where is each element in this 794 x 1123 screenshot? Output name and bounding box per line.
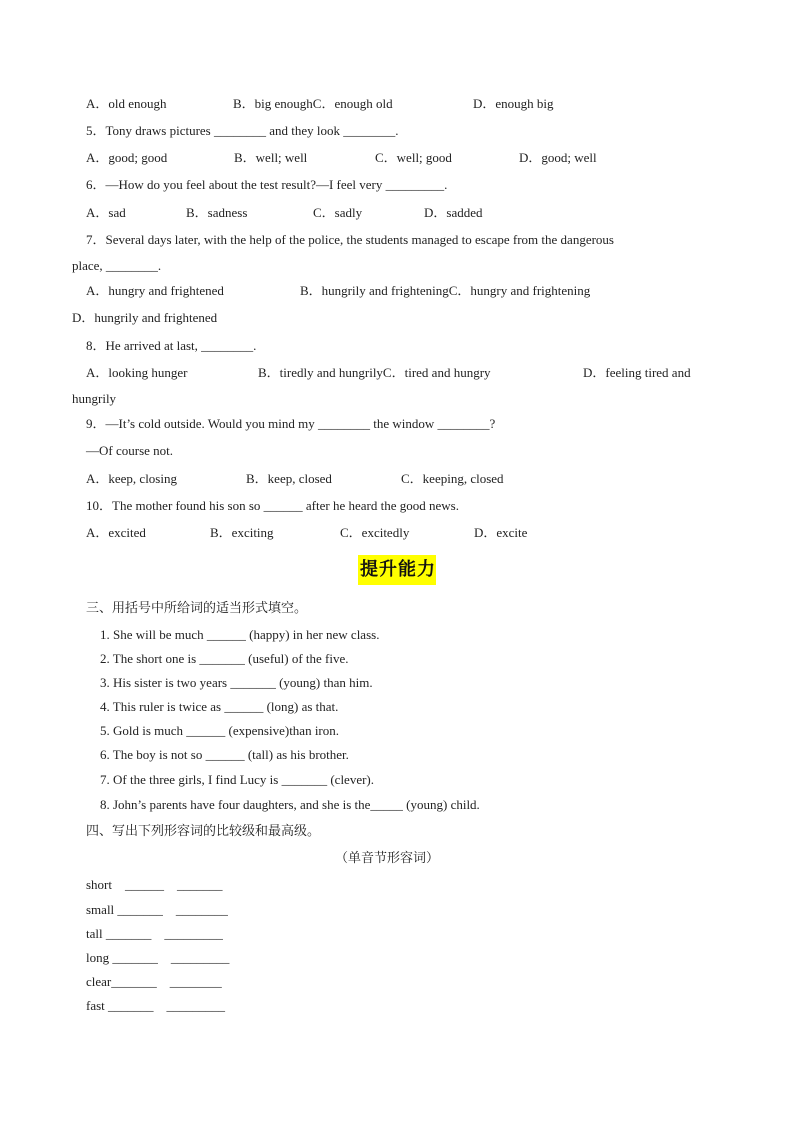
q5-stem: 5．Tony draws pictures ________ and they look ________. xyxy=(86,123,399,138)
part3-item-7: 7. Of the three girls, I find Lucy is _______ (clever). xyxy=(100,772,375,787)
q10-option-c: C．excitedly xyxy=(340,525,410,540)
q7-stem-line2: place, ________. xyxy=(72,258,162,273)
q9-stem-line1: 9．—It’s cold outside. Would you mind my ________ the window ________? xyxy=(86,416,496,431)
q7-stem-line1: 7．Several days later, with the help of the police, the students managed to escape from the dangerous xyxy=(86,232,614,247)
part4-word-long: long _______ _________ xyxy=(86,950,230,965)
part3-item-8: 8. John’s parents have four daughters, and she is the_____ (young) child. xyxy=(100,797,480,812)
q8-option-a: A．looking hunger xyxy=(86,365,188,380)
part4-subtitle: （单音节形容词） xyxy=(335,851,440,866)
q6-stem: 6．—How do you feel about the test result?—I feel very _________. xyxy=(86,177,448,192)
section-heading-box xyxy=(358,555,436,585)
q10-option-b: B．exciting xyxy=(210,525,274,540)
q4-option-a: A．old enough xyxy=(86,96,167,111)
q5-option-c: C．well; good xyxy=(375,150,452,165)
part3-item-3: 3. His sister is two years _______ (young) than him. xyxy=(100,675,373,690)
q10-option-d: D．excite xyxy=(474,525,528,540)
part3-title: 三、用括号中所给词的适当形式填空。 xyxy=(86,601,308,616)
q8-option-b: B．tiredly and hungrilyC．tired and hungry xyxy=(258,365,491,380)
part4-word-small: small _______ ________ xyxy=(86,902,228,917)
part3-item-6: 6. The boy is not so ______ (tall) as his brother. xyxy=(100,747,349,762)
q5-option-a: A．good; good xyxy=(86,150,168,165)
q8-option-d-cont: hungrily xyxy=(72,391,117,406)
q6-option-c: C．sadly xyxy=(313,205,363,220)
part4-word-clear: clear_______ ________ xyxy=(86,974,222,989)
q4-option-b: B．big enoughC．enough old xyxy=(233,96,393,111)
q8-option-d: D．feeling tired and xyxy=(583,365,691,380)
part3-item-2: 2. The short one is _______ (useful) of the five. xyxy=(100,651,349,666)
q5-option-b: B．well; well xyxy=(234,150,308,165)
q6-option-a: A．sad xyxy=(86,205,126,220)
q8-stem: 8．He arrived at last, ________. xyxy=(86,338,257,353)
q4-option-d: D．enough big xyxy=(473,96,554,111)
q9-option-c: C．keeping, closed xyxy=(401,471,504,486)
q7-option-a: A．hungry and frightened xyxy=(86,283,224,298)
q7-option-b: B．hungrily and frighteningC．hungry and frightening xyxy=(300,283,591,298)
q9-option-a: A．keep, closing xyxy=(86,471,177,486)
q9-stem-line2: —Of course not. xyxy=(86,443,174,458)
part4-word-tall: tall _______ _________ xyxy=(86,926,223,941)
q9-option-b: B．keep, closed xyxy=(246,471,332,486)
q5-option-d: D．good; well xyxy=(519,150,597,165)
part4-word-fast: fast _______ _________ xyxy=(86,998,226,1013)
q6-option-b: B．sadness xyxy=(186,205,248,220)
part4-word-short: short ______ _______ xyxy=(86,877,223,892)
part4-title: 四、写出下列形容词的比较级和最高级。 xyxy=(86,824,321,839)
section-heading: 提升能力 xyxy=(360,559,436,580)
part3-item-4: 4. This ruler is twice as ______ (long) as that. xyxy=(100,699,339,714)
part3-item-5: 5. Gold is much ______ (expensive)than iron. xyxy=(100,723,340,738)
q7-option-d: D．hungrily and frightened xyxy=(72,310,218,325)
part3-item-1: 1. She will be much ______ (happy) in her new class. xyxy=(100,627,380,642)
q6-option-d: D．sadded xyxy=(424,205,483,220)
q10-option-a: A．excited xyxy=(86,525,146,540)
q10-stem: 10．The mother found his son so ______ after he heard the good news. xyxy=(86,498,459,513)
